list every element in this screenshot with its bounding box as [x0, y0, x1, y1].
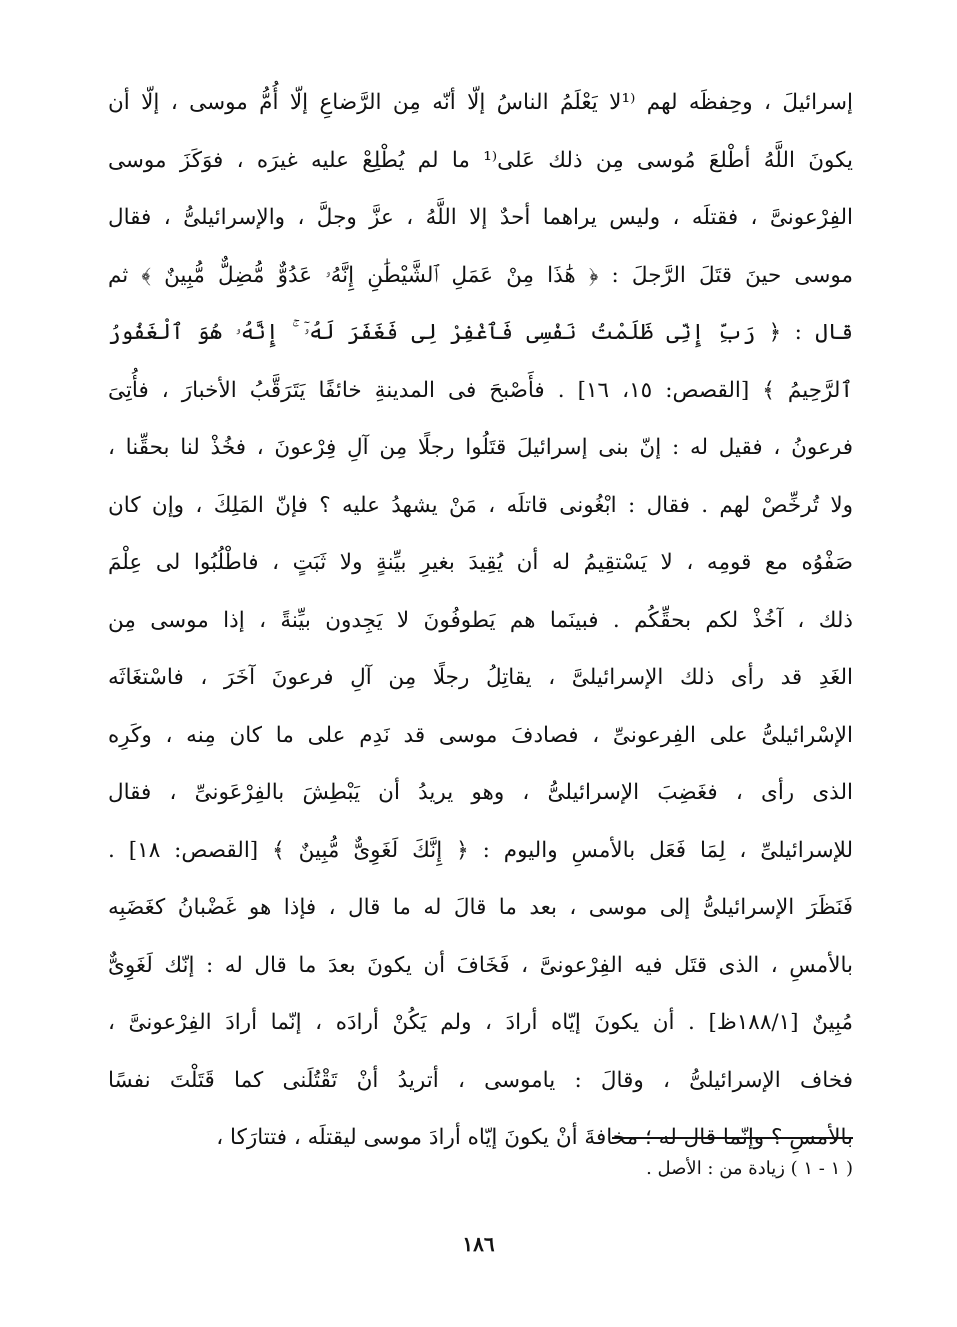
text-line: الإسْرائيلىُّ على الفِرعونىِّ ، فصادفَ موسى قد نَدِم على ما كان مِنه ، وكَرِه	[108, 722, 853, 748]
text-line: للإسرائيلىِّ ، لِمَا فَعَل بالأمسِ واليوم : ﴿ إِنَّكَ لَغَوِىٌّ مُّبِينٌ ﴾ [القصص: ١٨] .	[108, 837, 853, 863]
text-line: موسى حينَ قتَلَ الرَّجلَ : ﴿ هَٰذَا مِنْ عَمَلِ ٱلشَّيْطَٰنِ إِنَّهُۥ عَدُوٌّ مُّضِلٌّ مُّبِينٌ ﴾ ثم	[108, 262, 853, 288]
footnote: ( ١ - ١ ) زيادة من : الأصل .	[646, 1158, 853, 1179]
text-line: فرعونُ ، فقيل له : إنّ بنى إسرائيلَ قتَلُوا رجلًا مِن آلِ فِرْعونَ ، فخُذْ لنا بحقِّنا ،	[108, 435, 853, 460]
text-line: صَفْوُه مع قومِه ، لا يَسْتقِيمُ له أن يُقِيدَ بغيرِ بيِّنةٍ ولا ثَبَتٍ ، فاطْلُبُوا لى عِلْمَ	[108, 550, 853, 575]
text-line: ولا تُرخِّصْ لهم . فقال : ابْغُونى قاتلَه ، مَنْ يشهدُ عليه ؟ فإنّ المَلِكَ ، وإن كان	[108, 492, 853, 518]
text-line: بالأمسِ ؟ وإنّما قال له ؛ مخافةَ أنْ يكونَ إيّاه أرادَ موسى ليقتلَه ، فتتارَكا ،	[216, 1125, 853, 1150]
text-line: ذلك ، آخُذْ لكم بحقِّكُم . فبينَما هم يَطوفُونَ لا يَجِدون بيِّنةً ، إذا موسى مِن	[108, 607, 853, 633]
text-line: يكونَ اللَّهُ أطْلعَ مُوسى مِن ذلك عَلى⁽¹ ما لم يُطْلِعْ عليه غيرَه ، فوَكَزَ موسى	[108, 147, 853, 173]
text-line: ٱلرَّحِيمُ ﴾ [القصص: ١٥، ١٦] . فأَصْبحَ فى المدينةِ خائفًا يَتَرَقَّبُ الأخبارَ ، فأُتِىَ	[108, 377, 853, 403]
footnote-divider	[612, 1137, 853, 1139]
text-line: إسرائيلَ ، وحِفظَه لهم ⁽¹لا يَعْلَمُ الناسُ إلّا أنّه مِن الرَّضاعِ إلّا أُمُّ موسى ، إلّا أن	[108, 90, 853, 115]
text-line: بالأمسِ ، الذى قتَل فيه الفِرْعونىَّ ، فَخَافَ أن يكونَ بعدَ ما قال له : إنّك لَغَوِىٌّ	[108, 952, 853, 978]
text-line: الذى رأى ، فغَضِبَ الإسرائيلىُّ ، وهو يريدُ أن يَبْطِشَ بالفِرْعَونىِّ ، فقال	[108, 780, 853, 805]
text-line: الغَدِ قد رأى ذلك الإسرائيلىَّ ، يقاتِلُ رجلًا مِن آلِ فرعونَ آخَرَ ، فاسْتغَاثَه	[108, 665, 853, 690]
text-line: الفِرْعونىَّ ، فقتلَه ، وليس يراهما أحدٌ إلا اللَّهُ ، عزَّ وجلَّ ، والإسرائيلىُّ ، فقال	[108, 205, 853, 230]
main-text-block	[108, 74, 853, 1167]
text-line: فَنَظَرَ الإسرائيلىُّ إلى موسى ، بعد ما قالَ له ما قال ، فإذا هو غَضْبانُ كغَضَبِه	[108, 895, 853, 920]
text-line: مُبِينٌ [١٨٨/١ظ] . أن يكونَ إيّاه أرادَ ، ولم يَكُنْ أرادَه ، إنّما أرادَ الفِرْعونىَّ ،	[108, 1010, 853, 1035]
page-number: ١٨٦	[462, 1232, 495, 1256]
text-line: قال : ﴿ رَبِّ إِنِّى ظَلَمْتُ نَفْسِى فَٱغْفِرْ لِى فَغَفَرَ لَهُۥٓ ۚ إِنَّهُۥ هُوَ ٱلْغَفُورُ	[108, 320, 853, 345]
text-line: فخاف الإسرائيلىُّ ، وقالَ : ياموسى ، أتريدُ أنْ تَقْتُلَنى كما قَتَلْتَ نفسًا	[108, 1067, 853, 1093]
